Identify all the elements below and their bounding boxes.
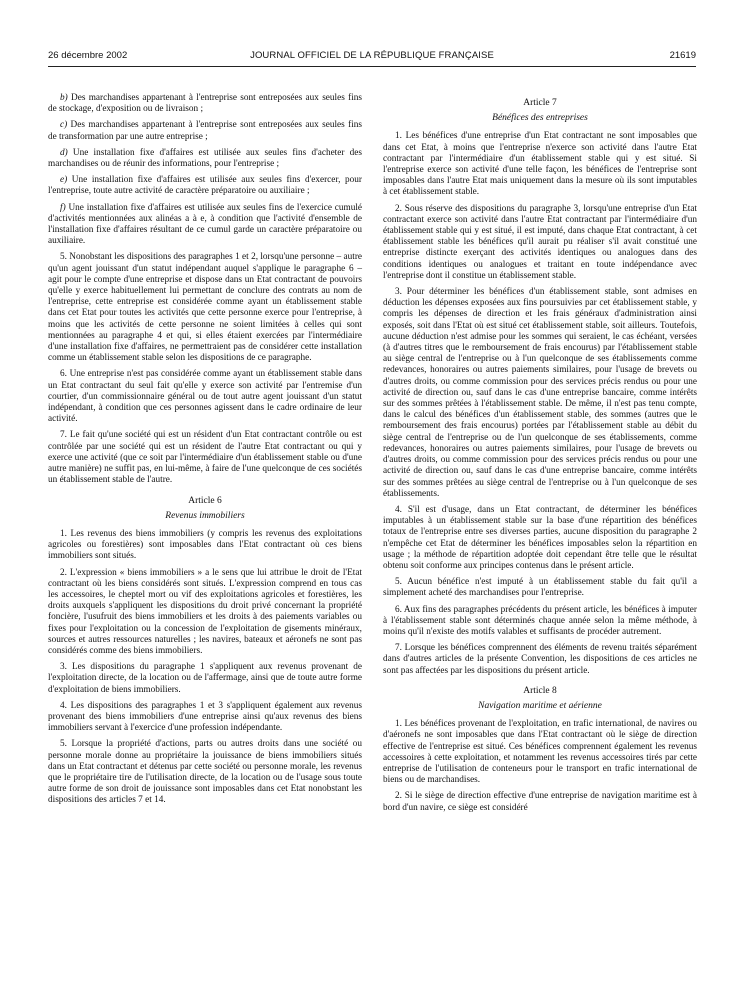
right-column <box>383 98 697 819</box>
article-7-paragraph: 2. Sous réserve des dispositions du paragraphe 3, lorsqu'une entreprise d'un Etat contractant exerce son activité dans l'autre Etat contractant par l'intermédiaire d'un établissement stable qui y est situé, il est imputé, dans chaque Etat contractant, à cet établissement stable les bénéfices qu'il aurait pu réaliser s'il avait constitué une entreprise distincte exerçant des activités identiques ou analogues dans des conditions identiques ou analogues et traitant en toute indépendance avec l'entreprise dont il constitue un établissement stable. <box>383 203 697 281</box>
article-8-title: Article 8 <box>523 685 557 696</box>
article-8-paragraph: 1. Les bénéfices provenant de l'exploitation, en trafic international, de navires ou d'aéronefs ne sont imposables que dans l'Etat contractant où le siège de direction effective de l'entreprise est situé. Ces bénéfices comprennent également les revenus accessoires à cette exploitation, et notamment les revenus accessoires tirés par cette entreprise de l'utilisation de conteneurs pour le transport en trafic international de biens ou de marchandises. <box>383 719 697 786</box>
paragraph-6: 6. Une entreprise n'est pas considérée comme ayant un établissement stable dans un Etat contractant du seul fait qu'elle y exerce son activité par l'entremise d'un courtier, d'un commissionnaire général ou de tout autre agent jouissant d'un statut indépendant, à condition que ces personnes agissent dans le cadre ordinaire de leur activité. <box>48 369 362 425</box>
article-7-paragraph: 3. Pour déterminer les bénéfices d'un établissement stable, sont admises en déduction les dépenses exposées aux fins poursuivies par cet établissement stable, y compris les dépenses de direction et les frais généraux d'administration ainsi exposés, soit dans l'Etat où est situé cet établissement stable, soit ailleurs. Toutefois, aucune déduction n'est admise pour les sommes qui seraient, le cas échéant, versées (à d'autres titres que le remboursement de frais encourus) par l'établissement stable au siège central de l'entreprise ou à l'un quelconque de ses établissements comme redevances, honoraires ou autres paiements similaires, pour l'usage de brevets ou d'autres droits, ou comme commission pour des services précis rendus ou pour une activité de direction ou, sauf dans le cas d'une entreprise bancaire, comme intérêts sur des sommes prêtées à l'établissement stable. De même, il n'est pas tenu compte, dans le calcul des bénéfices d'un établissement stable, des sommes (autres que le remboursement des frais encourus) portées par l'établissement stable au débit du siège central de l'entreprise ou de l'un quelconque de ses établissements, comme redevances, honoraires ou autres paiements similaires, pour l'usage de brevets ou d'autres droits, ou comme commission pour des services précis rendus ou pour une activité de direction ou, sauf dans le cas d'une entreprise bancaire, comme intérêts sur des sommes prêtées au siège central de l'entreprise ou à l'un quelconque de ses établissements. <box>383 287 697 499</box>
item-letter: c) <box>60 120 68 131</box>
item-e <box>48 175 362 197</box>
header-journal-title: JOURNAL OFFICIEL DE LA RÉPUBLIQUE FRANÇAISE <box>250 50 494 61</box>
article-8-subtitle: Navigation maritime et aérienne <box>478 700 602 711</box>
item-text: Une installation fixe d'affaires est utilisée aux seules fins d'acheter des marchandises ou de réunir des informations, pour l'entreprise ; <box>48 147 362 170</box>
item-text: Une installation fixe d'affaires est utilisée aux seules fins de l'exercice cumulé d'activités mentionnées aux alinéas a à e, à condition que l'activité d'ensemble de l'installation fixe d'affaires résultant de ce cumul garde un caractère préparatoire ou auxiliaire. <box>48 202 362 247</box>
article-7-subtitle: Bénéfices des entreprises <box>492 113 588 124</box>
header-rule <box>48 66 696 67</box>
article-6-paragraph: 4. Les dispositions des paragraphes 1 et 3 s'appliquent également aux revenus provenant des biens immobiliers d'une entreprise ainsi qu'aux revenus des biens immobiliers servant à l'exercice d'une profession indépendante. <box>48 700 362 734</box>
item-letter: d) <box>60 147 68 158</box>
header-date: 26 décembre 2002 <box>48 50 128 61</box>
item-c <box>48 120 362 142</box>
article-7-paragraph: 4. S'il est d'usage, dans un Etat contractant, de déterminer les bénéfices imputables à un établissement stable sur la base d'une répartition des bénéfices totaux de l'entreprise entre ses diverses parties, aucune disposition du paragraphe 2 n'empêche cet Etat de déterminer les bénéfices imposables selon la répartition en usage ; la méthode de répartition adoptée doit cependant être telle que le résultat obtenu soit conforme aux principes contenus dans le présent article. <box>383 504 697 571</box>
paragraph-5: 5. Nonobstant les dispositions des paragraphes 1 et 2, lorsqu'une personne – autre qu'un agent jouissant d'un statut indépendant auquel s'applique le paragraphe 6 – agit pour le compte d'une entreprise et dispose dans un Etat contractant de pouvoirs qu'elle y exerce habituellement lui permettant de conclure des contrats au nom de l'entreprise, cette entreprise est considérée comme ayant un établissement stable dans cet Etat pour toutes les activités que cette personne exerce pour l'entreprise, à moins que les activités de cette personne ne soient limitées à celles qui sont mentionnées au paragraphe 4 et qui, si elles étaient exercées par l'intermédiaire d'une installation fixe d'affaires, ne permettraient pas de considérer cette installation comme un établissement stable selon les dispositions de ce paragraphe. <box>48 252 362 364</box>
item-b <box>48 93 362 115</box>
header-page-number: 21619 <box>669 50 696 61</box>
article-6-paragraph: 3. Les dispositions du paragraphe 1 s'appliquent aux revenus provenant de l'exploitation directe, de la location ou de l'affermage, ainsi que de toute autre forme d'exploitation de biens immobiliers. <box>48 662 362 695</box>
article-7-paragraph: 5. Aucun bénéfice n'est imputé à un établissement stable du fait qu'il a simplement acheté des marchandises pour l'entreprise. <box>383 577 697 599</box>
paragraph-7: 7. Le fait qu'une société qui est un résident d'un Etat contractant contrôle ou est contrôlée par une société qui est un résident de l'autre Etat contractant ou qui y exerce une activité (que ce soit par l'intermédiaire d'un établissement stable ou d'une autre manière) ne suffit pas, en lui-même, à faire de l'une quelconque de ces sociétés un établissement stable de l'autre. <box>48 430 362 486</box>
item-text: Une installation fixe d'affaires est utilisée aux seules fins d'exercer, pour l'entreprise, toute autre activité de caractère préparatoire ou auxiliaire ; <box>48 175 362 197</box>
article-6-paragraph: 2. L'expression « biens immobiliers » a le sens que lui attribue le droit de l'Etat contractant où les biens considérés sont situés. L'expression comprend en tous cas les accessoires, le cheptel mort ou vif des exploitations agricoles et forestières, les droits auxquels s'appliquent les dispositions du droit privé concernant la propriété foncière, l'usufruit des biens immobiliers et les droits à des paiements variables ou fixes pour l'exploitation ou la concession de l'exploitation de gisements minéraux, sources et autres ressources naturelles ; les navires, bateaux et aéronefs ne sont pas considérés comme des biens immobiliers. <box>48 567 362 656</box>
article-7-paragraph: 6. Aux fins des paragraphes précédents du présent article, les bénéfices à imputer à l'établissement stable sont déterminés chaque année selon la même méthode, à moins qu'il n'existe des motifs valables et suffisants de procéder autrement. <box>383 604 697 637</box>
article-6-subtitle: Revenus immobiliers <box>165 510 245 521</box>
item-text: Des marchandises appartenant à l'entreprise sont entreposées aux seules fins de transformation par une autre entreprise ; <box>48 120 362 142</box>
article-7-paragraph: 7. Lorsque les bénéfices comprennent des éléments de revenu traités séparément dans d'autres articles de la présente Convention, les dispositions de ces articles ne sont pas affectées par les dispositions du présent article. <box>383 643 697 676</box>
item-letter: e) <box>60 175 68 186</box>
article-6-paragraph: 5. Lorsque la propriété d'actions, parts ou autres droits dans une société ou personne morale donne au propriétaire la jouissance de biens immobiliers situés dans un Etat contractant et détenus par cette société ou personne morale, les revenus que le propriétaire tire de l'utilisation directe, de la location ou de l'usage sous toute autre forme de son droit de jouissance sont imposables dans cet Etat nonobstant les dispositions des articles 7 et 14. <box>48 739 362 806</box>
article-7-paragraph: 1. Les bénéfices d'une entreprise d'un Etat contractant ne sont imposables que dans cet Etat, à moins que l'entreprise n'exerce son activité dans l'autre Etat contractant par l'intermédiaire d'un établissement stable qui y est situé. Si l'entreprise exerce son activité d'une telle façon, les bénéfices de l'entreprise sont imposables dans l'autre Etat mais uniquement dans la mesure où ils sont imputables à cet établissement stable. <box>383 131 697 198</box>
article-6-title: Article 6 <box>188 495 222 506</box>
article-8-paragraph: 2. Si le siège de direction effective d'une entreprise de navigation maritime est à bord d'un navire, ce siège est considéré <box>383 791 697 813</box>
item-letter: f) <box>60 202 66 213</box>
left-column <box>48 93 362 812</box>
page-header <box>48 50 696 64</box>
article-7-title: Article 7 <box>523 98 557 108</box>
item-text: Des marchandises appartenant à l'entreprise sont entreposées aux seules fins de stockage, d'exposition ou de livraison ; <box>48 93 362 115</box>
item-letter: b) <box>60 93 68 103</box>
item-d <box>48 148 362 170</box>
item-f <box>48 203 362 248</box>
article-6-paragraph: 1. Les revenus des biens immobiliers (y compris les revenus des exploitations agricoles ou forestières) sont imposables dans l'Etat contractant où ces biens immobiliers sont situés. <box>48 528 362 562</box>
